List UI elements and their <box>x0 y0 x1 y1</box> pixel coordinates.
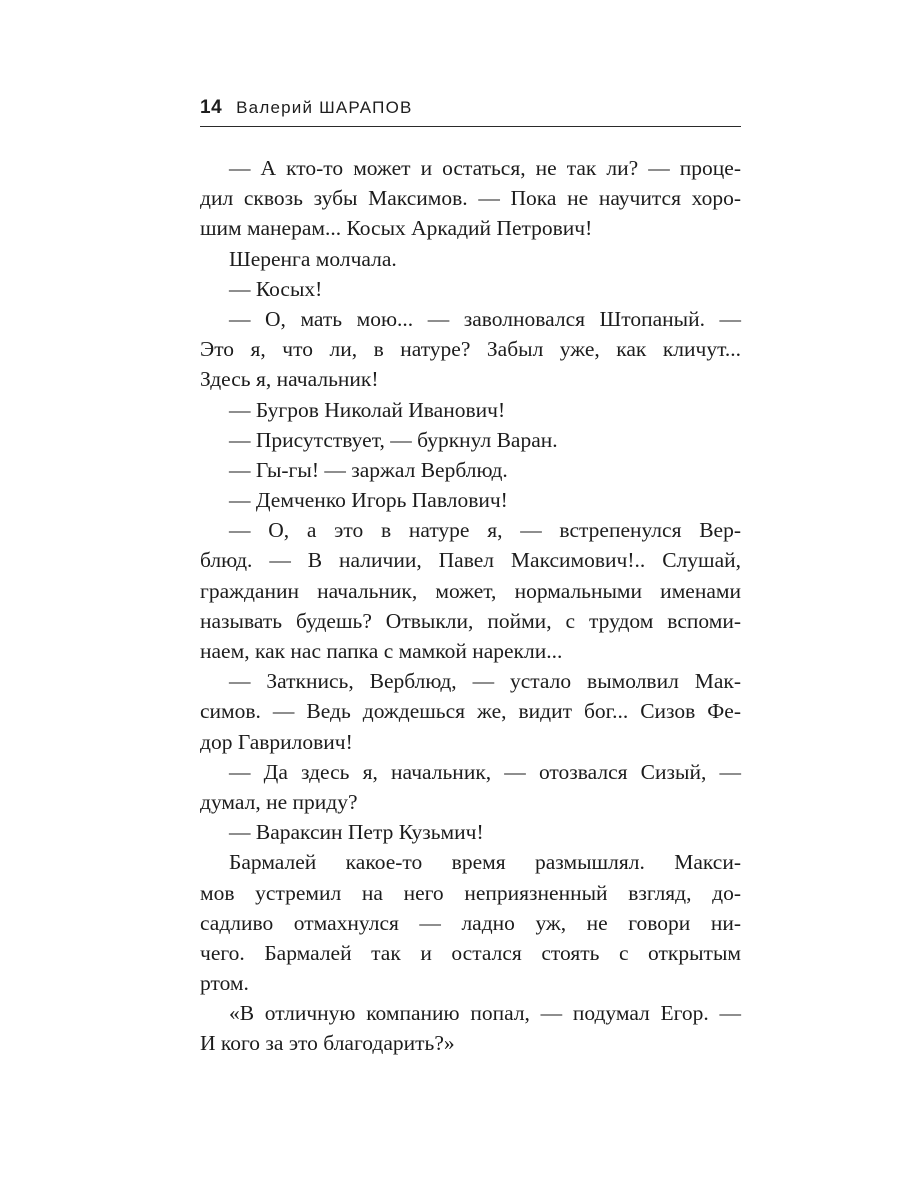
text-line: симов. — Ведь дождешься же, видит бог... Сизов Фе- <box>200 699 741 724</box>
text-line: наем, как нас папка с мамкой нарекли... <box>200 639 563 663</box>
text-line: — Вараксин Петр Кузьмич! <box>229 820 484 845</box>
text-line: ртом. <box>200 971 249 996</box>
text-line: — А кто-то может и остаться, не так ли? — проце- <box>229 156 741 180</box>
text-line: чего. Бармалей так и остался стоять с открытым <box>200 940 741 965</box>
text-line: — Заткнись, Верблюд, — устало вымолвил Мак- <box>229 669 741 694</box>
text-line: — Да здесь я, начальник, — отозвался Сизый, — <box>229 759 741 784</box>
text-line: Бармалей какое-то время размышлял. Макси- <box>229 850 741 875</box>
text-line: Шеренга молчала. <box>229 246 397 271</box>
text-line: дил сквозь зубы Максимов. — Пока не научится хоро- <box>200 186 741 211</box>
text-line: мов устремил на него неприязненный взгляд, до- <box>200 880 741 905</box>
author-name: Валерий ШАРАПОВ <box>236 98 413 117</box>
page-number: 14 <box>200 97 223 118</box>
body-text <box>200 153 741 1059</box>
text-line: гражданин начальник, может, нормальными именами <box>200 578 741 603</box>
header-rule <box>200 126 741 127</box>
text-line: Это я, что ли, в натуре? Забыл уже, как кличут... <box>200 337 741 362</box>
text-line: дор Гаврилович! <box>200 729 353 754</box>
text-line: — Косых! <box>229 276 323 301</box>
running-head <box>200 97 741 123</box>
text-line: — Демченко Игорь Павлович! <box>229 488 508 513</box>
text-line: садливо отмахнулся — ладно уж, не говори ни- <box>200 910 741 935</box>
text-line: «В отличную компанию попал, — подумал Егор. — <box>229 1001 741 1026</box>
text-line: И кого за это благодарить?» <box>200 1031 455 1056</box>
text-line: шим манерам... Косых Аркадий Петрович! <box>200 216 593 241</box>
text-line: — Бугров Николай Иванович! <box>229 397 506 422</box>
text-line: — Гы-гы! — заржал Верблюд. <box>229 457 508 482</box>
text-line: Здесь я, начальник! <box>200 367 379 392</box>
text-line: — О, а это в натуре я, — встрепенулся Вер- <box>229 518 741 543</box>
text-line: называть будешь? Отвыкли, пойми, с трудом вспоми- <box>200 608 741 633</box>
text-line: — О, мать мою... — заволновался Штопаный. — <box>229 306 741 331</box>
text-line: — Присутствует, — буркнул Варан. <box>229 427 558 452</box>
text-line: думал, не приду? <box>200 789 358 814</box>
text-line: блюд. — В наличии, Павел Максимович!.. Слушай, <box>200 548 741 573</box>
